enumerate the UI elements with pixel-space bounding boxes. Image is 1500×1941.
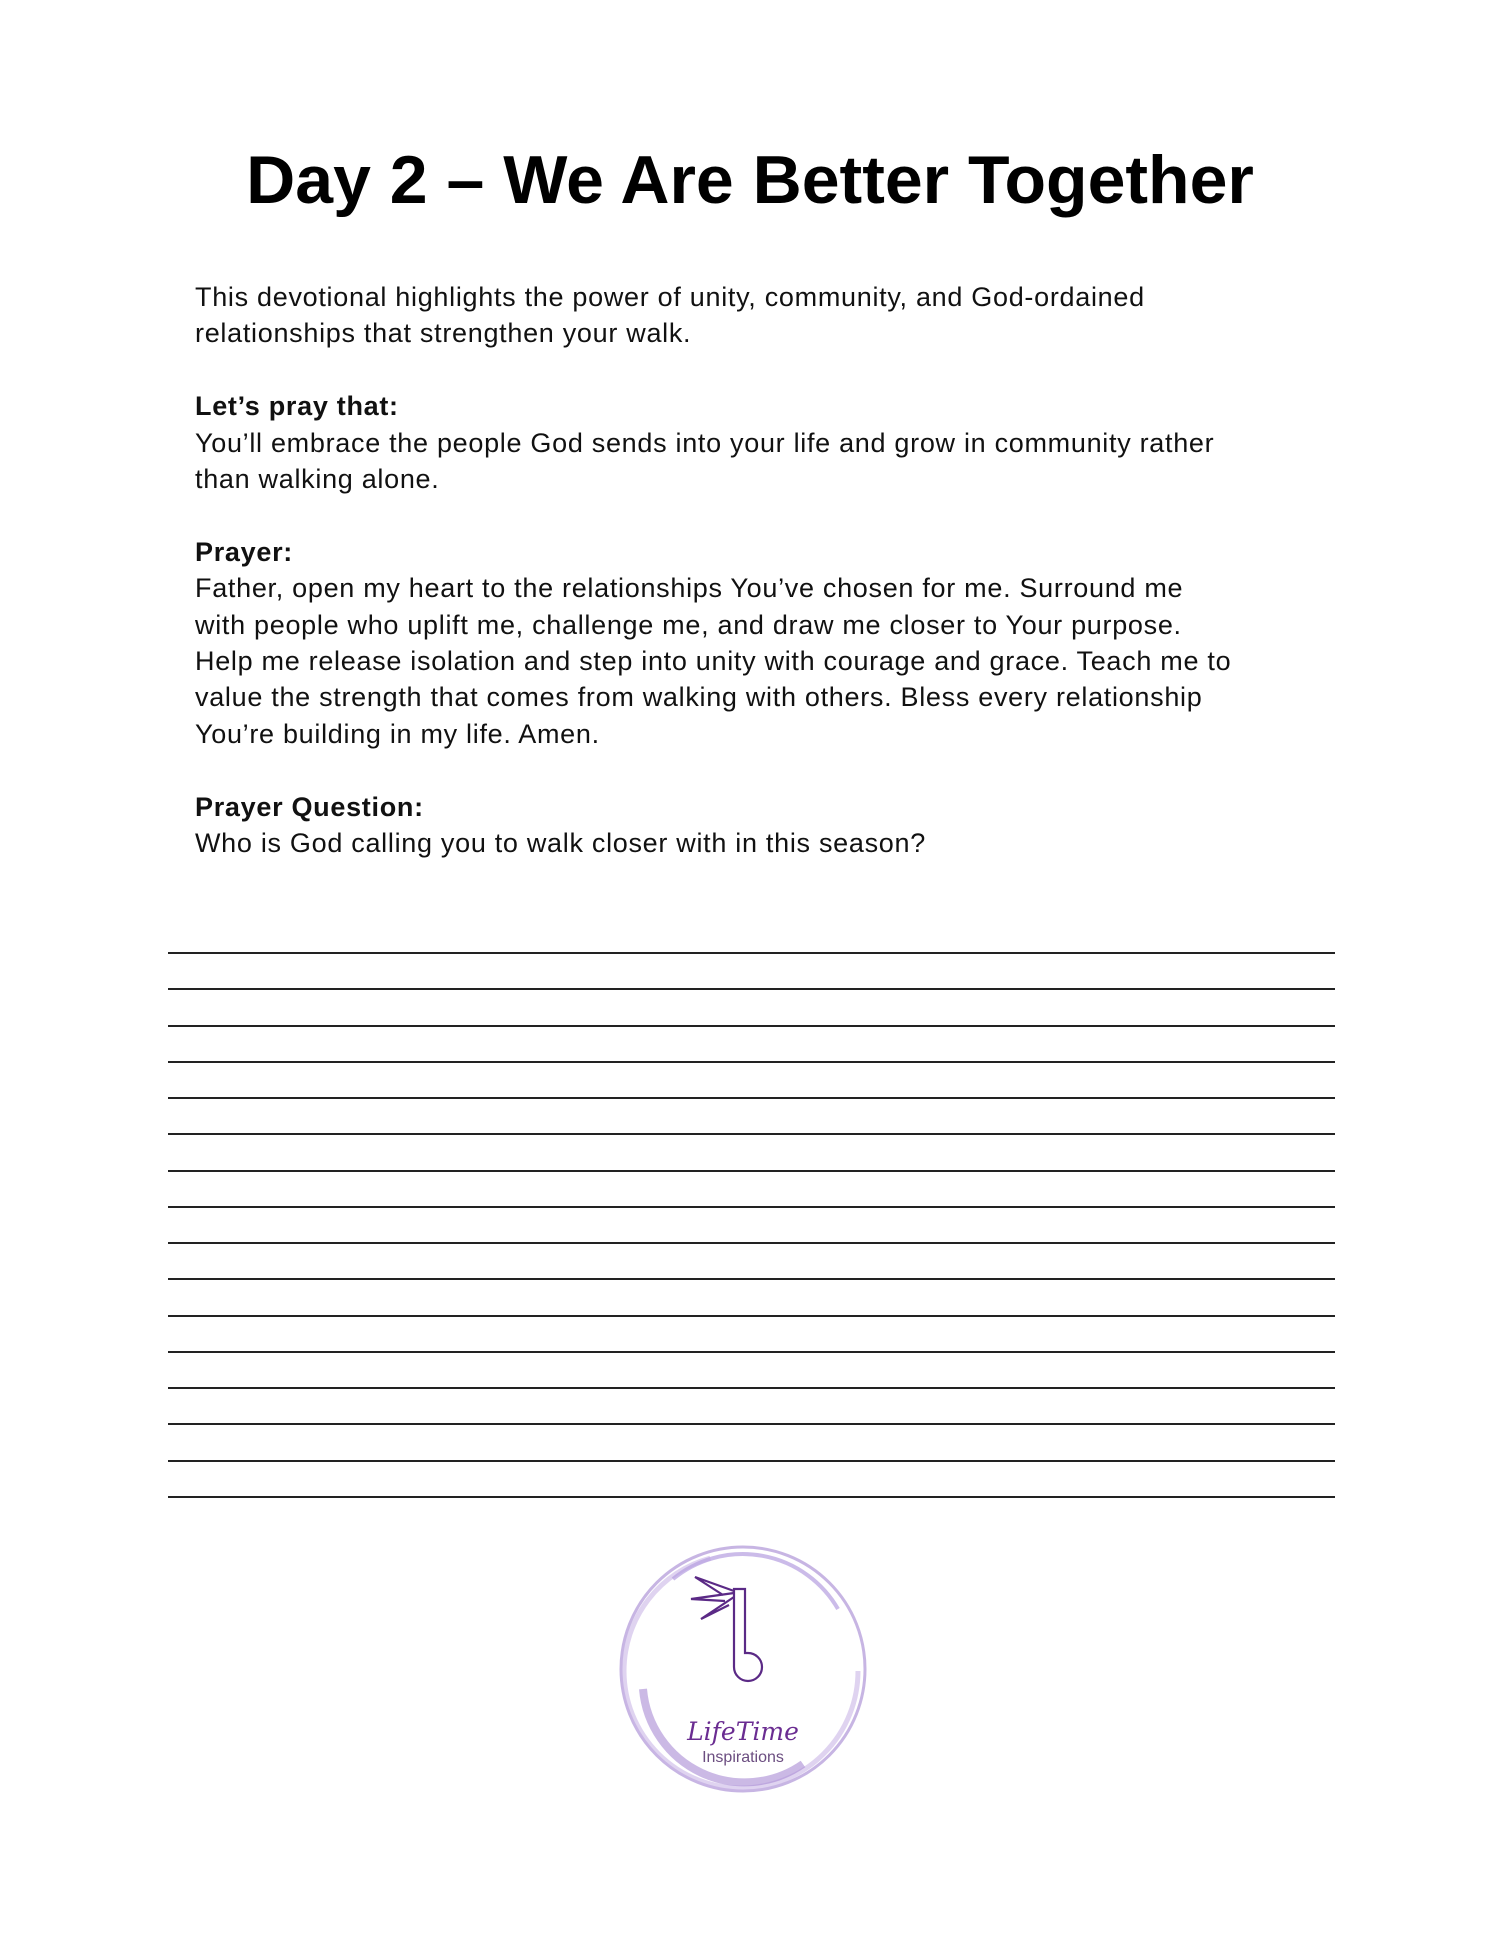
intro-line: relationships that strengthen your walk. [195, 318, 692, 349]
writing-line[interactable] [168, 990, 1335, 1026]
writing-line[interactable] [168, 1135, 1335, 1171]
writing-line[interactable] [168, 1172, 1335, 1208]
writing-line[interactable] [168, 1353, 1335, 1389]
leaf-note-icon [691, 1577, 762, 1681]
prayer-line: Help me release isolation and step into unity with courage and grace. Teach me to [195, 646, 1232, 677]
logo-script-text: LifeTime [687, 1717, 799, 1746]
prayer-heading: Prayer: [195, 536, 293, 567]
page-title: Day 2 – We Are Better Together [246, 142, 1254, 218]
writing-line[interactable] [168, 1099, 1335, 1135]
prayer-question-section [195, 789, 1345, 862]
intro-paragraph [195, 279, 1345, 352]
writing-line[interactable] [168, 1027, 1335, 1063]
prayer-question-heading: Prayer Question: [195, 791, 424, 822]
lifetime-inspirations-logo [613, 1539, 873, 1799]
prayer-line: with people who uplift me, challenge me, and draw me closer to Your purpose. [195, 609, 1182, 640]
writing-line[interactable] [168, 1425, 1335, 1461]
writing-line[interactable] [168, 1317, 1335, 1353]
writing-line[interactable] [168, 1389, 1335, 1425]
writing-line[interactable] [168, 1063, 1335, 1099]
writing-line[interactable] [168, 1208, 1335, 1244]
logo-subtitle: Inspirations [702, 1749, 784, 1766]
intro-line: This devotional highlights the power of unity, community, and God-ordained [195, 282, 1145, 312]
prayer-line: You’re building in my life. Amen. [195, 718, 600, 749]
pray-that-heading: Let’s pray that: [195, 391, 399, 422]
writing-line[interactable] [168, 954, 1335, 990]
prayer-section [195, 534, 1345, 752]
writing-line[interactable] [168, 1462, 1335, 1498]
pray-that-line: than walking alone. [195, 464, 440, 495]
writing-line[interactable] [168, 1244, 1335, 1280]
journal-writing-lines[interactable] [168, 952, 1335, 1498]
prayer-line: Father, open my heart to the relationships You’ve chosen for me. Surround me [195, 573, 1184, 604]
prayer-line: value the strength that comes from walking with others. Bless every relationship [195, 682, 1203, 713]
devotional-content [195, 279, 1345, 898]
pray-that-section [195, 388, 1345, 497]
pray-that-line: You’ll embrace the people God sends into your life and grow in community rather [195, 427, 1215, 458]
prayer-question-line: Who is God calling you to walk closer with in this season? [195, 828, 926, 859]
writing-line[interactable] [168, 1280, 1335, 1316]
